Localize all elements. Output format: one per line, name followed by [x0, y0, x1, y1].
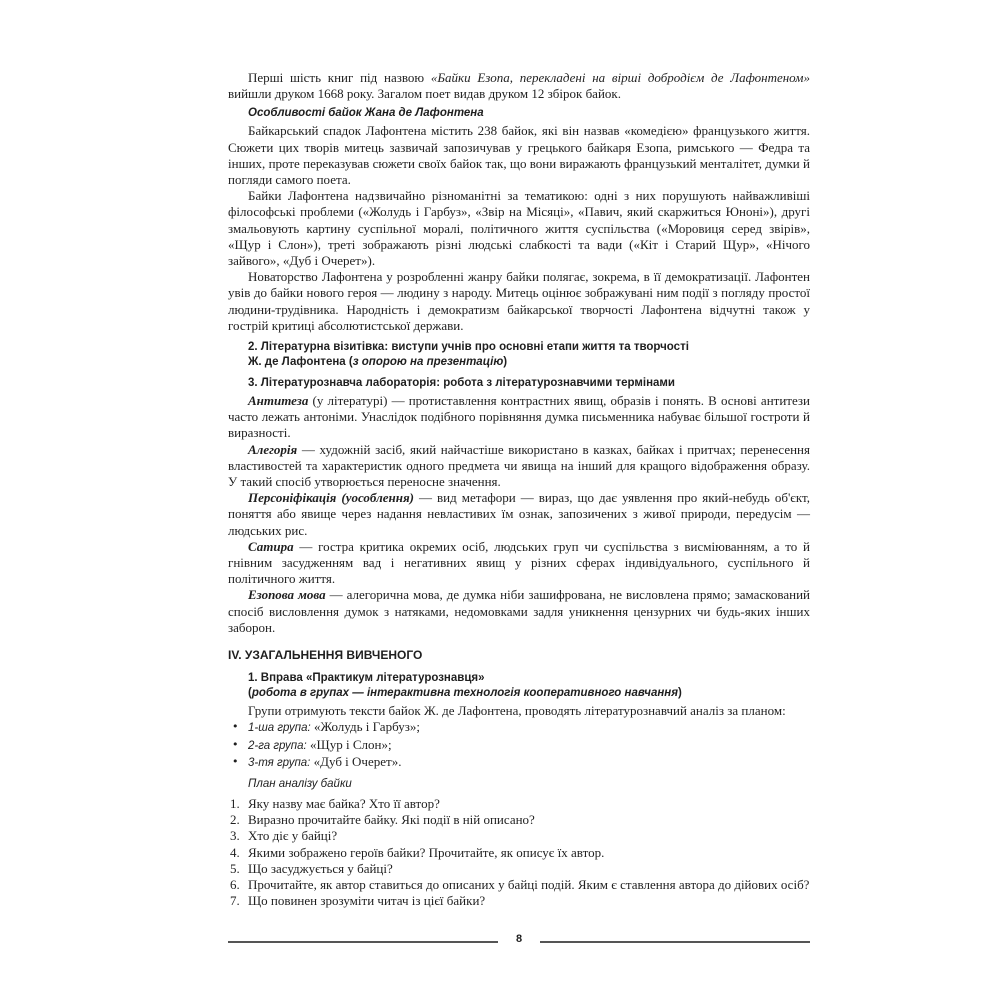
footer-rule-left [228, 941, 498, 943]
list-item [228, 845, 810, 861]
term-allegory [228, 442, 810, 491]
features-paragraph-1: Байкарський спадок Лафонтена містить 238 байок, які він назвав «комедією» французького життя. Сюжети цих творів митець зазвичай запозичував у грецького байкаря Езопа, римського — Федра та інших, проте переказував сюжети своїх байок так, що вони виражають французький менталітет, думки й погляди самого поета. [228, 123, 810, 188]
page-number: 8 [515, 933, 523, 945]
page-content [228, 70, 810, 909]
item-number: 4. [230, 844, 240, 860]
list-item [228, 796, 810, 812]
item-text: Прочитайте, як автор ставиться до описаних у байці подій. Яким є ставлення автора до дійових осіб? [248, 876, 810, 892]
item-number: 7. [230, 893, 240, 909]
item-number: 3. [230, 828, 240, 844]
term-label: Езопова мова [248, 587, 326, 603]
group-label: 3-тя група: [248, 756, 311, 769]
term-label: Сатира [248, 538, 294, 554]
footer-rule-right [540, 941, 810, 943]
item-text: Що повинен зрозуміти читач із цієї байки? [248, 893, 486, 909]
exercise-paren-close: ) [678, 687, 682, 700]
term-personification [228, 490, 810, 539]
term-label: Антитеза [248, 393, 309, 409]
item-text: Що засуджується у байці? [248, 860, 393, 876]
bullet-icon: • [232, 737, 239, 751]
section-2-heading-cont [248, 355, 810, 370]
exercise-subtitle [248, 686, 810, 701]
list-item [228, 861, 810, 877]
page-footer [228, 932, 810, 952]
groups-list [228, 719, 810, 771]
item-text: Яку назву має байка? Хто її автор? [248, 795, 440, 811]
groups-intro: Групи отримують тексти байок Ж. де Лафонтена, проводять літературознавчий аналіз за планом: [248, 703, 786, 719]
section-2-italic: з опорою на презентацію [352, 356, 504, 369]
item-number: 5. [230, 860, 240, 876]
intro-paragraph [228, 70, 810, 102]
item-number: 1. [230, 795, 240, 811]
list-item [228, 877, 810, 893]
term-definition: — алегорична мова, де думка ніби зашифрована, не висловлена прямо; замаскований спосіб висловлення думок з натяками, недомовками задля уникнення цензурних чи будь-яких інших заборон. [228, 587, 810, 635]
intro-text: Перші шість книг під назвою [248, 70, 431, 85]
group-fable: «Дуб і Очерет». [310, 753, 402, 769]
term-antithesis [228, 393, 810, 442]
list-item [228, 812, 810, 828]
term-label: Персоніфікація (уособлення) [248, 490, 414, 506]
group-fable: «Жолудь і Гарбуз»; [310, 719, 420, 735]
list-item [232, 719, 810, 736]
term-definition: — художній засіб, який найчастіше використано в казках, байках і притчах; перенесення властивостей та характеристик одного предмета чи явища на інший для кращого відображення образу. У такий спосіб утворюється переносне значення. [228, 441, 810, 490]
term-satire [228, 539, 810, 588]
group-fable: «Щур і Слон»; [306, 736, 392, 752]
exercise-method: робота в групах — інтерактивна технологія кооперативного навчання [251, 687, 679, 700]
list-item [232, 754, 810, 771]
section-2-text: Ж. де Лафонтена ( [248, 356, 353, 369]
section-2-heading: 2. Літературна візитівка: виступи учнів про основні етапи життя та творчості [248, 341, 689, 354]
features-heading: Особливості байок Жана де Лафонтена [248, 107, 484, 120]
item-number: 2. [230, 812, 240, 828]
plan-list [228, 796, 810, 909]
term-definition: (у літературі) — протиставлення контрастних явищ, образів і понять. В основі антитези часто лежать антоніми. Унаслідок подібного порівняння думка письменника набуває більшої гостроти й виразності. [228, 393, 810, 441]
item-text: Виразно прочитайте байку. Які події в ній описано? [248, 812, 535, 828]
features-paragraph-2: Байки Лафонтена надзвичайно різноманітні за тематикою: одні з них порушують найважливіші філософські проблеми («Жолудь і Гарбуз», «Звір на Місяці», «Павич, який скаржиться Юноні»), другі змальовують картину суспільної моралі, політичного життя суспільства («Моровиця серед звірів», «Щур і Слон»), треті зображають різні людські слабкості та вади («Кіт і Старий Щур», «Нічого зайвого», «Дуб і Очерет»). [228, 188, 810, 269]
item-text: Хто діє у байці? [248, 828, 338, 844]
term-label: Алегорія [248, 441, 298, 457]
features-paragraph-3: Новаторство Лафонтена у розробленні жанру байки полягає, зокрема, в її демократизації. Лафонтен увів до байки нового героя — людину з народу. Митець оцінює зображувані ним події з погляду простої людини-трудівника. Народність і демократизм байкарської творчості Лафонтена відчутні також у гострій критиці абсолютистської держави. [228, 269, 810, 333]
plan-title: План аналізу байки [248, 777, 352, 790]
exercise-title: 1. Вправа «Практикум літературознавця» [248, 672, 485, 685]
list-item [232, 737, 810, 754]
group-label: 2-га група: [248, 739, 307, 752]
section-2-close: ) [503, 356, 508, 369]
item-number: 6. [230, 876, 240, 892]
term-definition: — гостра критика окремих осіб, людських груп чи суспільства з висміюванням, а то й гнівним засудженням вад і негативних явищ у різних сферах індивідуального, суспільного й політичного життя. [228, 538, 810, 587]
exercise-paren-open: ( [248, 687, 252, 700]
section-4-heading: IV. УЗАГАЛЬНЕННЯ ВИВЧЕНОГО [228, 648, 423, 663]
term-definition: — вид метафори — вираз, що дає уявлення про який-небудь об'єкт, поняття або явище через надання невластивих їм ознак, запозичених з живої природи, передусім — людських рис. [228, 490, 810, 538]
intro-text-end: вийшли друком 1668 року. Загалом поет видав друком 12 збірок байок. [228, 86, 621, 102]
group-label: 1-ша група: [248, 722, 311, 735]
item-text: Якими зображено героїв байки? Прочитайте, як описує їх автор. [248, 844, 605, 860]
list-item [228, 893, 810, 909]
term-aesopian [228, 587, 810, 636]
book-title: «Байки Езопа, перекладені на вірші добродієм де Лафонтеном» [430, 70, 810, 85]
list-item [228, 828, 810, 844]
bullet-icon: • [232, 754, 239, 768]
bullet-icon: • [232, 720, 239, 734]
section-3-heading: 3. Літературознавча лабораторія: робота з літературознавчими термінами [248, 377, 675, 390]
